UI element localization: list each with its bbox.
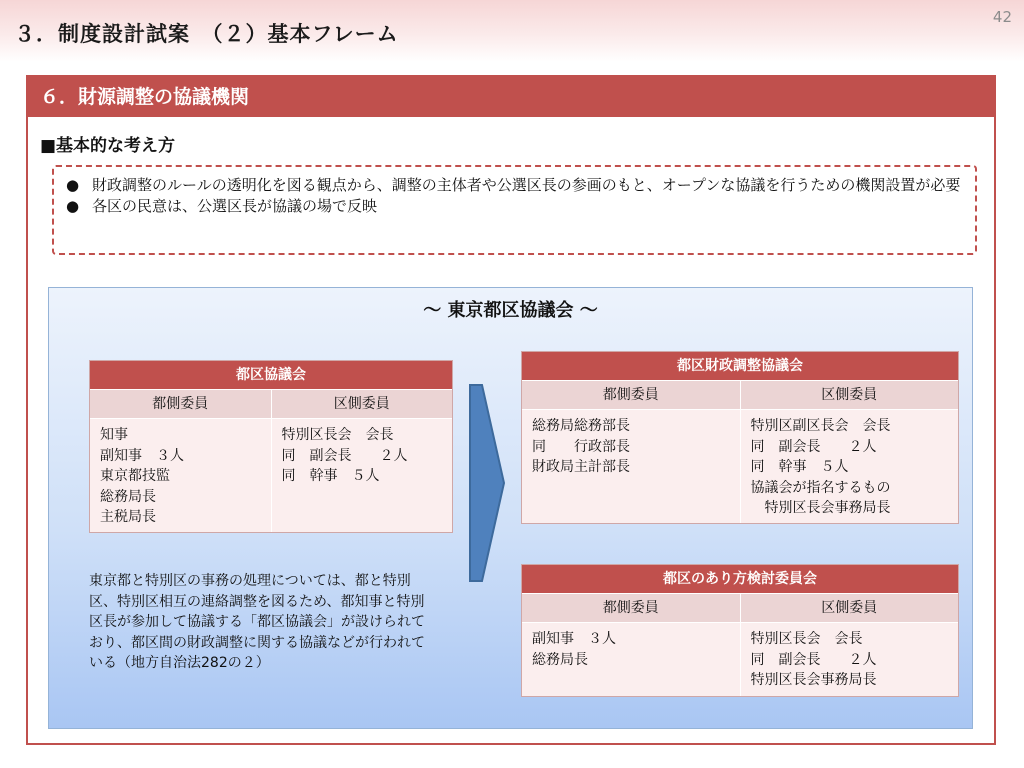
slide-title: ３．制度設計試案 （２）基本フレーム: [14, 22, 399, 46]
table-title: 都区財政調整協議会: [522, 352, 958, 380]
ward-members-cell: [740, 623, 959, 696]
member-entry: 同 幹事 ５人: [750, 459, 849, 475]
bullet-item: [66, 196, 965, 217]
member-entry: 財政局主計部長: [532, 459, 630, 475]
column-header-metro: 都側委員: [602, 387, 659, 403]
council-panel: [48, 287, 973, 729]
ward-members-cell: [271, 419, 453, 532]
bullet-text: 各区の民意は、公選区長が協議の場で反映: [92, 197, 378, 215]
column-header-ward: 区側委員: [740, 381, 959, 409]
column-header-ward: 区側委員: [271, 390, 453, 418]
member-entry: 特別区副区長会 会長: [750, 418, 891, 434]
column-header-metro: 都側委員: [602, 600, 659, 616]
table-body-row: [522, 409, 958, 523]
metro-members-cell: [522, 410, 740, 523]
member-entry: 特別区長会 会長: [281, 427, 394, 443]
table-header-row: [522, 380, 958, 409]
table-body-row: [522, 622, 958, 696]
basic-idea-box: [52, 165, 977, 255]
bullet-marker: ●: [66, 176, 80, 194]
metro-members-cell: [90, 419, 271, 532]
column-header-ward: 区側委員: [740, 594, 959, 622]
ward-members-cell: [740, 410, 959, 523]
bullet-text: 財政調整のルールの透明化を図る観点から、調整の主体者や公選区長の参画のもと、オープンな協議を行うための機関設置が必要: [92, 176, 961, 194]
bullet-item: [66, 175, 965, 196]
table-title: 都区のあり方検討委員会: [522, 565, 958, 593]
basic-idea-heading: ■基本的な考え方: [40, 136, 176, 156]
member-entry: 同 副会長 ２人: [750, 438, 877, 455]
member-entry: 総務局総務部長: [532, 418, 630, 434]
member-entry: 特別区長会 会長: [750, 631, 863, 647]
council-panel-title: ～ 東京都区協議会 ～: [423, 300, 598, 321]
member-entry: 同 幹事 ５人: [281, 468, 380, 484]
section-title: ６．財源調整の協議機関: [28, 77, 994, 117]
table-header-row: [90, 389, 452, 418]
member-entry: 副知事 ３人: [100, 447, 184, 464]
member-entry: 東京都技監: [100, 468, 170, 484]
member-entry: 同 副会長 ２人: [281, 447, 408, 464]
member-entry: 知事: [100, 427, 128, 443]
metro-ward-council-table: [89, 360, 453, 533]
member-entry: 協議会が指名するもの: [750, 479, 891, 496]
member-entry: 特別区長会事務局長: [750, 500, 891, 516]
bullet-marker: ●: [66, 197, 80, 215]
member-entry: 同 行政部長: [532, 438, 630, 455]
table-title: 都区協議会: [90, 361, 452, 389]
flow-arrow-icon: [468, 383, 508, 583]
section-frame: [26, 75, 996, 745]
review-committee-table: [521, 564, 959, 697]
table-header-row: [522, 593, 958, 622]
table-body-row: [90, 418, 452, 532]
member-entry: 副知事 ３人: [532, 631, 616, 647]
fiscal-adjustment-council-table: [521, 351, 959, 524]
member-entry: 主税局長: [100, 509, 156, 525]
member-entry: 特別区長会事務局長: [750, 672, 877, 688]
page-number: 42: [992, 8, 1012, 26]
council-note: 東京都と特別区の事務の処理については、都と特別区、特別区相互の連絡調整を図るため、都知事と特別区長が参加して協議する「都区協議会」が設けられており、都区間の財政調整に関する協議などが行われている（地方自治法282の２）: [89, 573, 425, 671]
member-entry: 総務局長: [100, 488, 156, 505]
member-entry: 総務局長: [532, 651, 588, 668]
column-header-metro: 都側委員: [152, 396, 209, 412]
metro-members-cell: [522, 623, 740, 696]
member-entry: 同 副会長 ２人: [750, 651, 877, 668]
